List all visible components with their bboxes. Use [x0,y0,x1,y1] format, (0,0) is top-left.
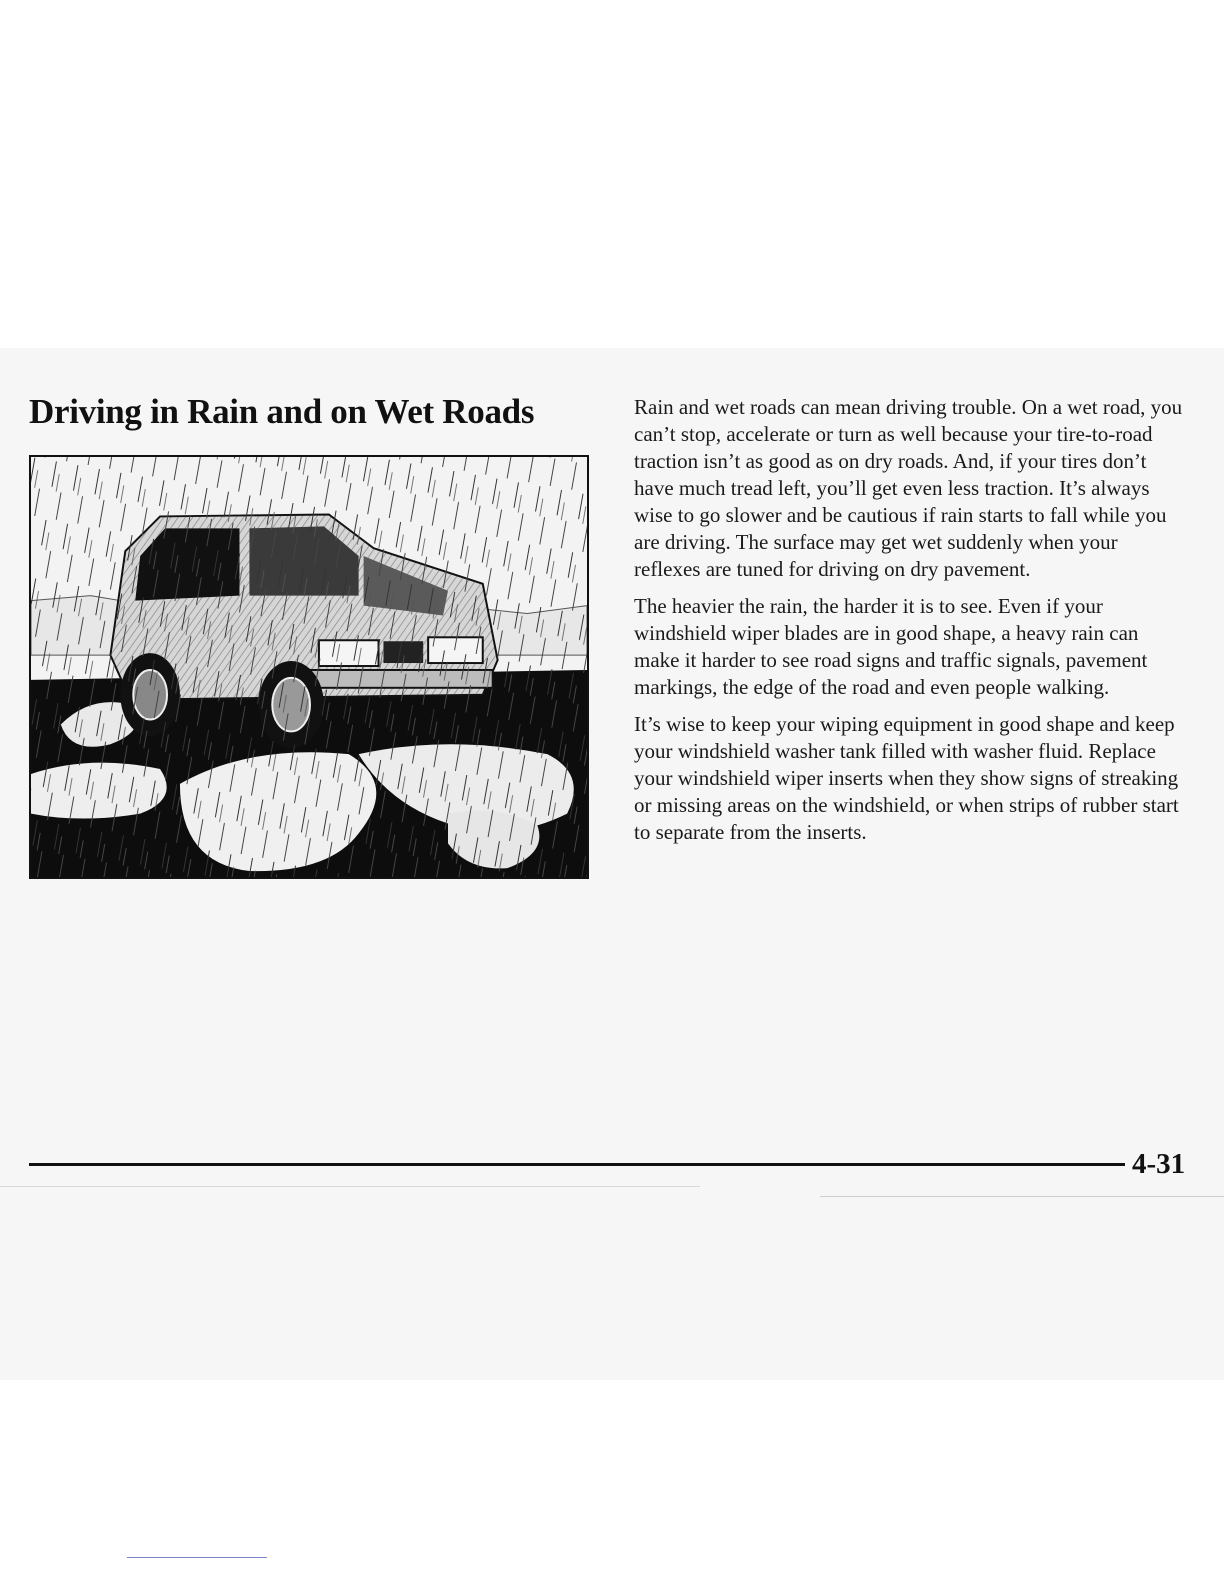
page-number: 4-31 [1132,1148,1186,1180]
link-underline-stub [127,1557,267,1558]
paragraph: It’s wise to keep your wiping equipment in good shape and keep your windshield washer tank filled with washer fluid. Replace your windshield wiper inserts when they show signs of streaking or missing areas on the windshield, or when strips of rubber start to separate from the inserts. [634,712,1179,844]
paragraph: Rain and wet roads can mean driving trouble. On a wet road, you can’t stop, accelerate or turn as well because your tire-to-road traction isn’t as good as on dry roads. And, if your tires don’t have much tread left, you’ll get even less traction. It’s always wise to go slower and be cautious if rain starts to fall while you are driving. The surface may get wet suddenly when your reflexes are tuned for driving on dry pavement. [634,395,1183,581]
scan-edge-line [0,1186,700,1187]
paragraph: The heavier the rain, the harder it is to see. Even if your windshield wiper blades are in good shape, a heavy rain can make it harder to see road signs and traffic signals, pavement markings, the edge of the road and even people walking. [634,594,1148,699]
body-text [634,394,1186,856]
scan-edge-line [820,1196,1224,1197]
rain-suv-illustration-icon [29,455,589,879]
footer-rule [29,1163,1125,1166]
page-title: Driving in Rain and on Wet Roads [29,392,535,431]
